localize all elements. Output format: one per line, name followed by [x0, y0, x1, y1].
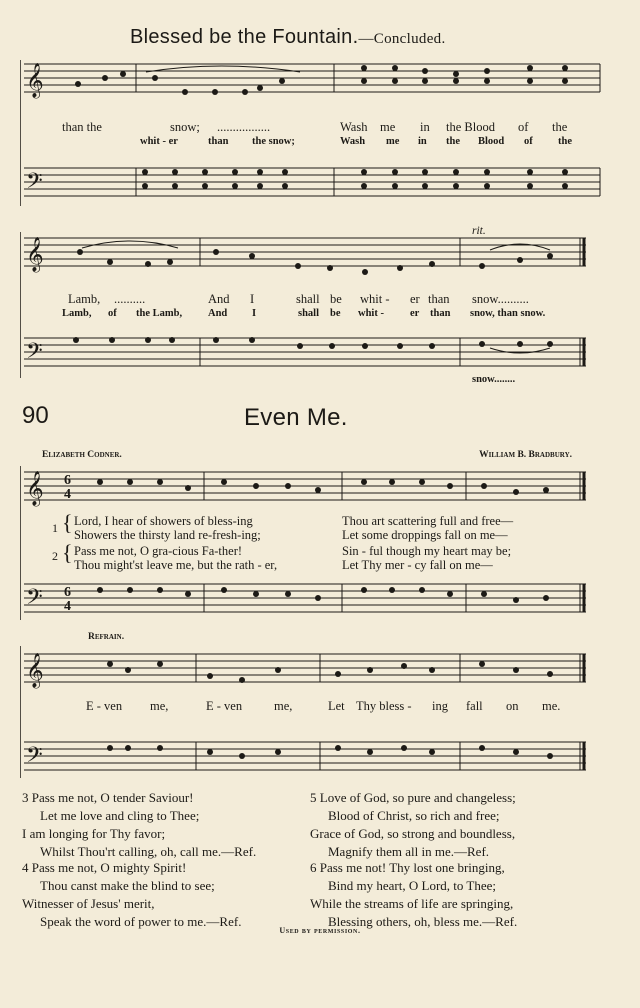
verse-1-line-a: Lord, I hear of showers of bless-ing: [74, 514, 253, 528]
hymn-90-title: Even Me.: [244, 404, 348, 431]
svg-text:𝄢: 𝄢: [26, 339, 43, 368]
verse-2-line-b: Thou might'st leave me, but the rath - er,: [74, 558, 278, 572]
svg-text:4: 4: [64, 599, 71, 614]
hymn-89-bass-snow: snow........: [472, 374, 516, 385]
stanza-3: 3 Pass me not, O tender Saviour! Let me love and cling to Thee; I am longing for Thy favor; Whilst Thou'rt calling, oh, call me.—Ref.: [22, 790, 257, 859]
stanza-5: 5 Love of God, so pure and changeless; Blood of Christ, so rich and free; Grace of God, so strong and boundless, Magnify them all in me.—Ref.: [310, 790, 516, 859]
music-system-4: [20, 640, 605, 790]
author-credit: Elizabeth Codner.: [42, 450, 122, 460]
verse-2-brace: {: [62, 540, 73, 565]
refrain-label: Refrain.: [88, 632, 125, 642]
svg-text:6: 6: [64, 473, 71, 488]
verse-number-2: 2: [52, 549, 58, 563]
verse-2-line-a2: Sin - ful though my heart may be;: [342, 544, 512, 558]
verse-2-line-b2: Let Thy mer - cy fall on me—: [342, 558, 493, 572]
svg-text:𝄞: 𝄞: [26, 472, 44, 505]
verse-1-line-b: Showers the thirsty land re-fresh-ing;: [74, 528, 261, 542]
svg-text:𝄢: 𝄢: [26, 743, 43, 772]
composer-credit: William B. Bradbury.: [479, 450, 572, 460]
stanza-4: 4 Pass me not, O mighty Spirit! Thou canst make the blind to see; Witnesser of Jesus' merit, Speak the word of power to me.—Ref.: [22, 860, 242, 929]
svg-text:𝄞: 𝄞: [26, 654, 44, 687]
hymn-number: 90: [22, 402, 49, 429]
verse-1-brace: {: [62, 510, 73, 535]
verse-1-line-a2: Thou art scattering full and free—: [342, 514, 514, 528]
svg-text:4: 4: [64, 487, 71, 502]
hymn-89-title: Blessed be the Fountain.—Concluded.: [130, 26, 446, 48]
verse-1-line-b2: Let some droppings fall on me—: [342, 528, 508, 542]
verse-number-1: 1: [52, 521, 58, 535]
stanza-6: 6 Pass me not! Thy lost one bringing, Bind my heart, O Lord, to Thee; While the streams of life are springing, Blessing others, oh, bless me.—Ref.: [310, 860, 518, 929]
rit-marking: rit.: [472, 225, 486, 237]
svg-text:𝄞: 𝄞: [26, 64, 44, 97]
svg-text:𝄢: 𝄢: [26, 585, 43, 614]
svg-text:𝄞: 𝄞: [26, 238, 44, 271]
svg-text:𝄢: 𝄢: [26, 169, 43, 198]
verse-2-line-a: Pass me not, O gra-cious Fa-ther!: [74, 544, 243, 558]
music-system-1: [20, 56, 605, 216]
svg-text:6: 6: [64, 585, 71, 600]
permission-note: Used by permission.: [279, 926, 361, 935]
